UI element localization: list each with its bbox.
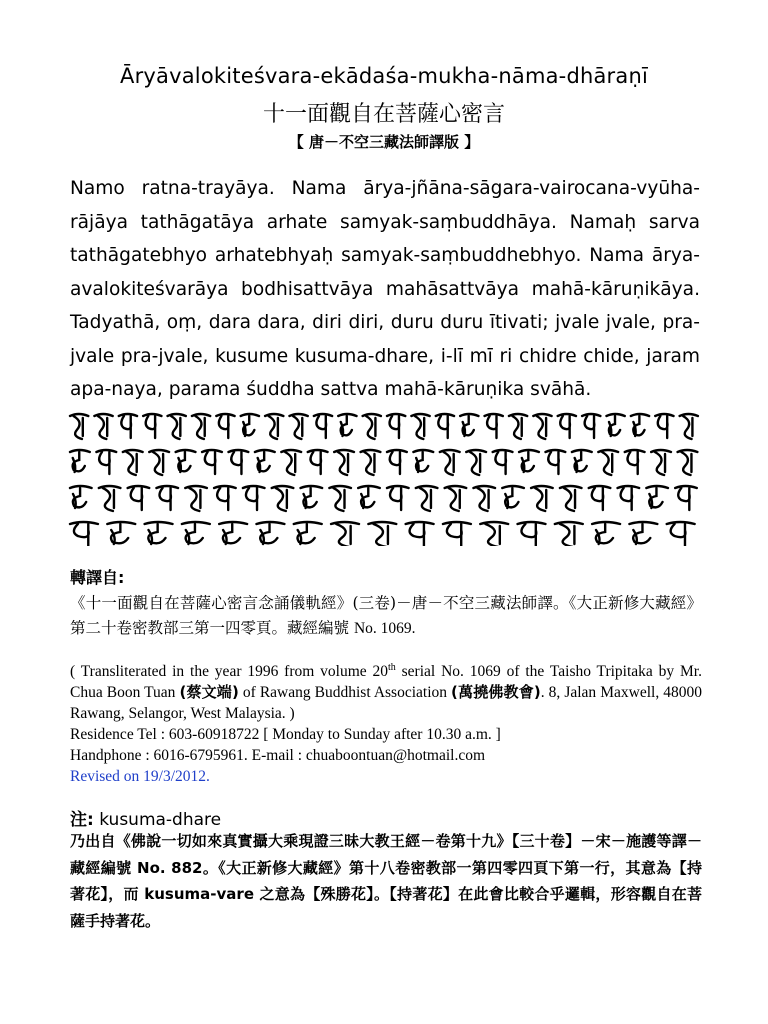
siddham-glyph [294,522,322,544]
siddham-glyph [358,486,380,508]
siddham-glyph [680,414,698,439]
siddham-glyph [519,450,539,472]
siddham-glyph [219,522,247,544]
siddham-glyph [631,414,649,436]
siddham-glyph [289,414,307,439]
siddham-glyph [192,414,210,439]
siddham-glyph [518,522,546,546]
siddham-glyph [531,486,553,511]
siddham-glyph [502,486,524,508]
siddham-glyph [363,414,381,439]
siddham-glyph [406,522,434,546]
credit-residence: Residence Tel : 603-60918722 [ Monday to Sunday after 10.30 a.m. ] [70,726,501,744]
siddham-glyph [667,522,695,546]
siddham-glyph [625,450,645,474]
siddham-glyph [96,450,116,474]
siddham-glyph [675,486,697,510]
siddham-glyph [185,486,207,511]
siddham-glyph [265,414,283,439]
siddham-glyph [572,450,592,472]
credit-handphone: Handphone : 6016-6795961. E-mail : chuaboontuan@hotmail.com [70,747,486,765]
siddham-glyph [314,414,332,438]
siddham-glyph [387,450,407,474]
siddham-glyph [143,414,161,438]
siddham-glyph [216,414,234,438]
siddham-glyph [168,414,186,439]
source-number: No. 1069. [353,620,416,637]
siddham-glyph [655,414,673,438]
siddham-glyph [301,486,323,508]
siddham-glyph [598,450,618,475]
credit-assoc-zh: (萬撓佛教會) [451,683,541,702]
credit-sup: th [388,662,396,673]
siddham-glyph [546,450,566,474]
siddham-glyph [308,450,328,474]
siddham-glyph [107,522,135,544]
siddham-glyph [589,486,611,510]
siddham-glyph [560,486,582,511]
siddham-glyph [145,522,173,544]
siddham-glyph [229,450,249,474]
siddham-glyph [443,522,471,546]
credit-paragraph [70,657,702,724]
siddham-glyph [493,450,513,474]
revised-date: Revised on 19/3/2012. [70,768,210,786]
siddham-glyph [411,414,429,439]
siddham-glyph [558,414,576,438]
credit-text-c: of Rawang Buddhist Association [238,684,452,702]
note-label-term: kusuma-dhare [93,810,222,830]
siddham-glyph [555,522,583,546]
credit-text-b: serial No. 1069 of the Taisho Tripitaka by Mr. Chua Boon Tuan [70,663,702,702]
siddham-glyph [473,486,495,511]
siddham-glyph [256,522,284,544]
siddham-glyph [436,414,454,438]
siddham-glyph [533,414,551,439]
siddham-glyph [334,450,354,475]
credit-text-a: ( Transliterated in the year 1996 from volume 20 [70,663,389,681]
siddham-glyph [416,486,438,511]
source-text-zh: 《十一面觀自在菩薩心密言念誦儀軌經》(三卷)－唐－不空三藏法師譯。《大正新修大藏經》第二十卷密教部三第一四零頁。藏經編號 [70,594,702,637]
source-label: 轉譯自: [70,568,125,587]
siddham-glyph [582,414,600,438]
siddham-glyph [445,486,467,511]
siddham-glyph [485,414,503,438]
siddham-glyph [128,486,150,510]
siddham-glyph [480,522,508,546]
siddham-glyph [466,450,486,475]
note-text: 乃出自《佛說一切如來真實攝大乘現證三昧大教王經－卷第十九》【三十卷】－宋－施護等譯－藏經編號 No. 882。《大正新修大藏經》第十八卷密教部一第四零四頁下第一行，其意為【持著花】，而 kusuma-vare 之意為【殊勝花】。【持著花】在此會比較合乎邏輯，形容觀自在菩薩手持著花。 [70,832,702,930]
credit-block [70,657,702,787]
siddham-glyph [149,450,169,475]
siddham-glyph [413,450,433,472]
siddham-glyph [592,522,620,544]
siddham-glyph [460,414,478,436]
siddham-glyph [123,450,143,475]
siddham-glyph [361,450,381,475]
siddham-glyph [202,450,222,474]
siddham-glyph [651,450,671,475]
siddham-glyph [618,486,640,510]
siddham-glyph [182,522,210,544]
siddham-glyph [606,414,624,436]
siddham-glyph [119,414,137,438]
siddham-glyph [329,486,351,511]
siddham-glyph [156,486,178,510]
siddham-glyph [281,450,301,475]
siddham-glyph [509,414,527,439]
credit-text-d: . 8, Jalan Maxwell, 48000 Rawang, Selangor, West Malaysia. ) [70,684,702,723]
siddham-glyph [70,522,98,546]
siddham-glyph [241,414,259,436]
siddham-glyph [70,414,88,439]
siddham-glyph [176,450,196,472]
note-label [70,805,221,830]
note-label-zh: 注: [70,810,94,830]
siddham-script-image [66,404,706,546]
siddham-glyph [255,450,275,472]
mantra-transliteration: Namo ratna-trayāya. Nama ārya-jñāna-sāgara-vairocana-vyūha-rājāya tathāgatāya arhate samyak-saṃbuddhāya. Namaḥ sarva tathāgatebhyo arhatebhyaḥ samyak-saṃbuddhebhyo. Nama ārya-avalokiteśvarāya bodhisattvāya mahāsattvāya mahā-kāruṇikāya. Tadyathā, oṃ, dara dara, diri diri, duru duru ītivati; jvale jvale, pra-jvale pra-jvale, kusume kusuma-dhare, i-lī mī ri chidre chide, jaram apa-naya, parama śuddha sattva mahā-kāruṇika svāhā. [70,178,700,400]
source-text [70,591,702,641]
subtitle-translator: 【 唐－不空三藏法師譯版 】 [288,133,480,151]
siddham-glyph [387,414,405,438]
siddham-glyph [646,486,668,508]
siddham-glyph [440,450,460,475]
siddham-glyph [338,414,356,436]
title-chinese: 十一面觀自在菩薩心密言 [262,102,505,127]
siddham-glyph [272,486,294,511]
siddham-glyph [678,450,698,475]
siddham-glyph [331,522,359,546]
siddham-glyph [94,414,112,439]
siddham-glyph [214,486,236,510]
credit-name-zh: (蔡文端) [179,683,239,702]
siddham-script-block [66,404,706,546]
siddham-glyph [243,486,265,510]
title-english: Āryāvalokiteśvara-ekādaśa-mukha-nāma-dhāraṇī [120,64,648,88]
siddham-glyph [99,486,121,511]
siddham-glyph [629,522,657,544]
siddham-glyph [387,486,409,510]
siddham-glyph [368,522,396,546]
siddham-glyph [70,450,90,472]
siddham-glyph [70,486,92,508]
